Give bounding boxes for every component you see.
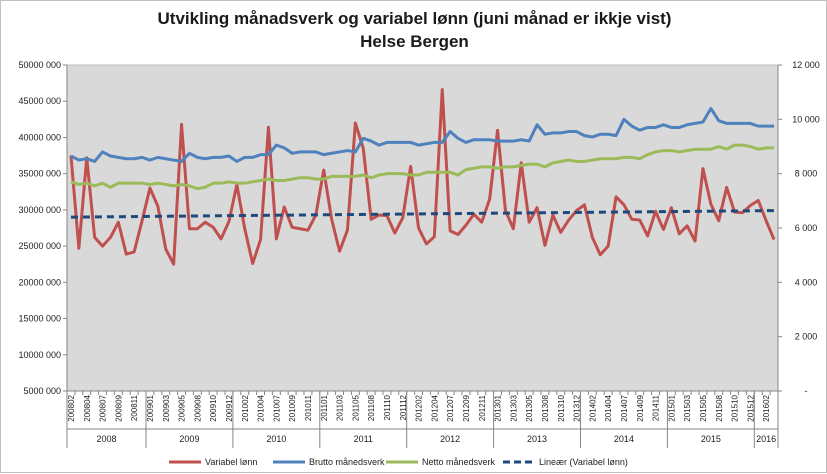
y-left-tick-label: 25000 000 — [18, 241, 61, 252]
x-tick-label: 201211 — [477, 395, 487, 422]
x-tick-label: 201310 — [556, 395, 566, 422]
y-left-tick-label: 35000 000 — [18, 168, 61, 179]
x-tick-label: 201602 — [762, 395, 772, 422]
x-tick-label: 201512 — [746, 395, 756, 422]
year-label: 2009 — [179, 434, 200, 444]
legend — [169, 457, 628, 467]
y-right-tick-label: - — [804, 386, 808, 396]
y-right-tick-label: 8 000 — [794, 168, 818, 179]
year-label: 2011 — [353, 434, 373, 444]
y-right-tick-label: 10 000 — [792, 114, 820, 125]
y-right-tick-label: 12 000 — [792, 60, 820, 70]
y-left-tick-label: 30000 000 — [18, 204, 61, 215]
x-tick-label: 200905 — [177, 395, 187, 422]
x-tick-label: 201112 — [398, 395, 408, 421]
x-tick-label: 201011 — [303, 395, 313, 422]
x-tick-label: 201105 — [351, 395, 361, 422]
x-tick-label: 200802 — [66, 395, 76, 422]
x-tick-label: 200908 — [193, 395, 203, 422]
x-tick-label: 200804 — [82, 395, 92, 422]
x-tick-label: 201409 — [635, 395, 645, 422]
legend-label: Netto månedsverk — [422, 457, 496, 467]
legend-label: Variabel lønn — [205, 457, 258, 467]
x-tick-label: 201002 — [240, 395, 250, 422]
x-tick-label: 201308 — [540, 395, 550, 422]
year-label: 2015 — [700, 434, 721, 444]
y-right-tick-label: 6 000 — [794, 223, 818, 233]
x-tick-label: 201402 — [588, 395, 598, 422]
year-label: 2014 — [613, 434, 634, 444]
x-tick-label: 201404 — [604, 395, 614, 422]
x-tick-label: 201312 — [572, 395, 582, 422]
x-tick-label: 201007 — [272, 395, 282, 422]
x-tick-label: 201305 — [525, 395, 535, 422]
x-tick-label: 201110 — [382, 395, 392, 421]
x-tick-label: 201510 — [730, 395, 740, 422]
x-tick-label: 200912 — [224, 395, 234, 422]
plot-area — [67, 65, 778, 391]
x-tick-label: 201411 — [651, 395, 661, 422]
x-tick-label: 201303 — [509, 395, 519, 422]
x-tick-label: 201301 — [493, 395, 503, 422]
chart-subtitle: Helse Bergen — [360, 32, 469, 51]
x-tick-label: 201202 — [414, 395, 424, 422]
y-left-tick-label: 45000 000 — [18, 96, 61, 107]
y-left-tick-label: 5000 000 — [23, 386, 61, 396]
x-tick-label: 201505 — [698, 395, 708, 422]
x-tick-label: 201501 — [667, 395, 677, 422]
x-tick-label: 201103 — [335, 395, 345, 422]
x-tick-label: 200809 — [114, 395, 124, 422]
x-tick-label: 201101 — [319, 395, 329, 422]
x-tick-label: 201508 — [714, 395, 724, 422]
x-tick-label: 201108 — [367, 395, 377, 422]
year-label: 2012 — [440, 434, 461, 444]
y-left-tick-label: 10000 000 — [18, 349, 61, 360]
x-tick-label: 201009 — [288, 395, 298, 422]
y-left-tick-label: 20000 000 — [18, 277, 61, 288]
y-left-tick-label: 15000 000 — [18, 313, 61, 324]
y-left-tick-label: 40000 000 — [18, 132, 61, 143]
year-label: 2013 — [527, 434, 548, 444]
chart-title: Utvikling månadsverk og variabel lønn (juni månad er ikkje vist) — [157, 9, 672, 28]
chart-svg — [1, 1, 827, 474]
x-tick-label: 200910 — [209, 395, 219, 422]
x-tick-label: 201209 — [461, 395, 471, 422]
x-tick-label: 201407 — [619, 395, 629, 422]
year-label: 2016 — [756, 434, 777, 444]
x-tick-label: 201503 — [683, 395, 693, 422]
y-right-tick-label: 4 000 — [794, 277, 818, 288]
legend-label: Lineær (Variabel lønn) — [539, 457, 628, 467]
year-label: 2008 — [96, 434, 117, 444]
x-tick-label: 201004 — [256, 395, 266, 422]
x-tick-label: 201207 — [446, 395, 456, 422]
y-right-tick-label: 2 000 — [794, 331, 818, 342]
x-tick-label: 200901 — [145, 395, 155, 422]
legend-label: Brutto månedsverk — [309, 457, 385, 467]
x-tick-label: 200811 — [130, 395, 140, 422]
y-left-tick-label: 50000 000 — [18, 60, 61, 70]
x-tick-label: 200807 — [98, 395, 108, 422]
year-label: 2010 — [266, 434, 287, 444]
x-tick-label: 200903 — [161, 395, 171, 422]
x-tick-label: 201204 — [430, 395, 440, 422]
